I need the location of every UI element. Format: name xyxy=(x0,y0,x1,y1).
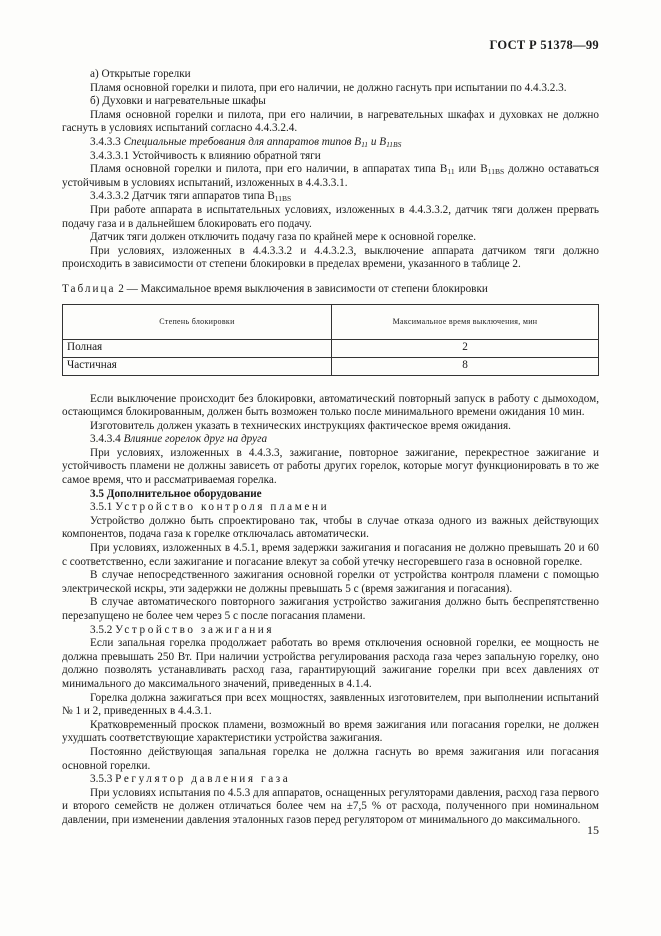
section-3-5-heading: 3.5 Дополнительное оборудование xyxy=(90,487,262,500)
paragraph: В случае автоматического повторного зажигания устройство зажигания должно быть беспрепятственно перезапущено не более чем через 5 с после погасания пламени. xyxy=(62,596,599,622)
table-row xyxy=(63,339,599,357)
paragraph: Устройство должно быть спроектировано так, чтобы в случае отказа одного из важных действующих компонентов, подача газа к горелке отключалась автоматически. xyxy=(62,514,599,541)
paragraph: Пламя основной горелки и пилота, при его наличии, не должно гаснуть при испытании по 4.4.3.2.3. xyxy=(90,81,567,94)
table-row xyxy=(63,357,599,375)
paragraph: При условиях, изложенных в 4.4.3.3, зажигание, повторное зажигание, перекрестное зажигание и устойчивость пламени не должны зависеть от работы других горелок, которые могут функционировать в то же самое время, что и рассматриваемая горелка. xyxy=(62,446,599,487)
cell-degree: Полная xyxy=(63,339,332,357)
paragraph: При условиях, изложенных в 4.5.1, время задержки зажигания и погасания не должно превышать 20 и 60 с соответственно, если зажигание и погасание влекут за собой утечку несгоревшего газа в основной горелке. xyxy=(62,542,599,568)
document-code: ГОСТ Р 51378—99 xyxy=(489,38,599,52)
blocking-time-table xyxy=(62,304,599,376)
column-header-degree: Степень блокировки xyxy=(63,304,332,339)
section-3-4-3-4: 3.4.3.4 Влияние горелок друг на друга xyxy=(90,433,268,446)
paragraph: Пламя основной горелки и пилота, при его наличии, в аппаратах типа $B_{11}$ или $B_{11BS}$ должно оставаться устойчивым в условиях испытаний, изложенных в 4.4.3.3.1. xyxy=(62,163,599,189)
cell-time: 8 xyxy=(332,357,599,375)
paragraph: Постоянно действующая запальная горелка не должна гаснуть во время зажигания или погасания основной горелки. xyxy=(62,745,599,772)
section-3-4-3-3-1: 3.4.3.3.1 Устойчивость к влиянию обратной тяги xyxy=(90,149,321,162)
paragraph: Датчик тяги должен отключить подачу газа по крайней мере к основной горелке. xyxy=(90,231,477,244)
column-header-time: Максимальное время выключения, мин xyxy=(332,304,599,339)
section-3-5-2: 3.5.2 Устройство зажигания xyxy=(90,623,275,636)
cell-time: 2 xyxy=(332,339,599,357)
paragraph: При условиях, изложенных в 4.4.3.3.2 и 4.4.3.2.3, выключение аппарата датчиком тяги должно происходить в зависимости от степени блокировки в пределах времени, указанного в таблице 2. xyxy=(62,244,599,271)
page-number: 15 xyxy=(587,823,599,837)
table-header-row xyxy=(63,304,599,339)
item-open-burners: а) Открытые горелки xyxy=(90,68,191,80)
section-3-4-3-3: 3.4.3.3 Специальные требования для аппаратов типов $B_{11}$ и $B_{11BS}$ xyxy=(90,135,402,149)
section-3-5-1: 3.5.1 Устройство контроля пламени xyxy=(90,501,330,514)
paragraph: Горелка должна зажигаться при всех мощностях, заявленных изготовителем, при выполнении испытаний № 1 и 2, приведенных в 4.4.3.1. xyxy=(62,691,599,718)
paragraph: В случае непосредственного зажигания основной горелки от устройства контроля пламени с помощью электрической искры, эти задержки не должны превышать 5 с (время зажигания и погасания). xyxy=(62,569,599,595)
paragraph: При условиях испытания по 4.5.3 для аппаратов, оснащенных регуляторами давления, расход газа первого и второго семейств не должен отличаться более чем на ±7,5 % от расхода, полученного при номинальном давлении, при изменении давления эталонных газов перед регулятором от минимального до максимального. xyxy=(62,786,599,826)
paragraph: Если запальная горелка продолжает работать во время отключения основной горелки, ее мощность не должна превышать 250 Вт. При наличии устройства регулирования расхода газа через запальную горелку, оно должно позволять устанавливать расход газа, гарантирующий зажигание горелки при всех давлениях от минимального до максимального значений, приведенных в 4.1.4. xyxy=(62,637,599,690)
paragraph: При работе аппарата в испытательных условиях, изложенных в 4.4.3.3.2, датчик тяги должен прервать подачу газа и в дальнейшем блокировать его подачу. xyxy=(62,203,599,230)
table-caption: Таблица 2 — Максимальное время выключения в зависимости от степени блокировки xyxy=(62,282,488,295)
section-3-5-3: 3.5.3 Регулятор давления газа xyxy=(90,773,291,786)
section-3-4-3-3-2: 3.4.3.3.2 Датчик тяги аппаратов типа $B_{11BS}$ xyxy=(90,190,292,204)
paragraph: Если выключение происходит без блокировки, автоматический повторный запуск в работу с дымоходом, остающимся блокированным, должен быть возможен только после минимального времени ожидания 10 мин. xyxy=(62,392,599,419)
paragraph: Кратковременный проскок пламени, возможный во время зажигания или погасания горелки, не должен ухудшать соответствующие характеристики устройства зажигания. xyxy=(62,718,599,745)
paragraph: Изготовитель должен указать в технических инструкциях фактическое время ожидания. xyxy=(90,419,511,432)
paragraph: Пламя основной горелки и пилота, при его наличии, в нагревательных шкафах и духовках не должно гаснуть в условиях испытаний согласно 4.4.3.2.4. xyxy=(62,108,599,135)
cell-degree: Частичная xyxy=(63,357,332,375)
item-ovens: б) Духовки и нагревательные шкафы xyxy=(90,95,266,108)
page-body xyxy=(62,68,599,828)
